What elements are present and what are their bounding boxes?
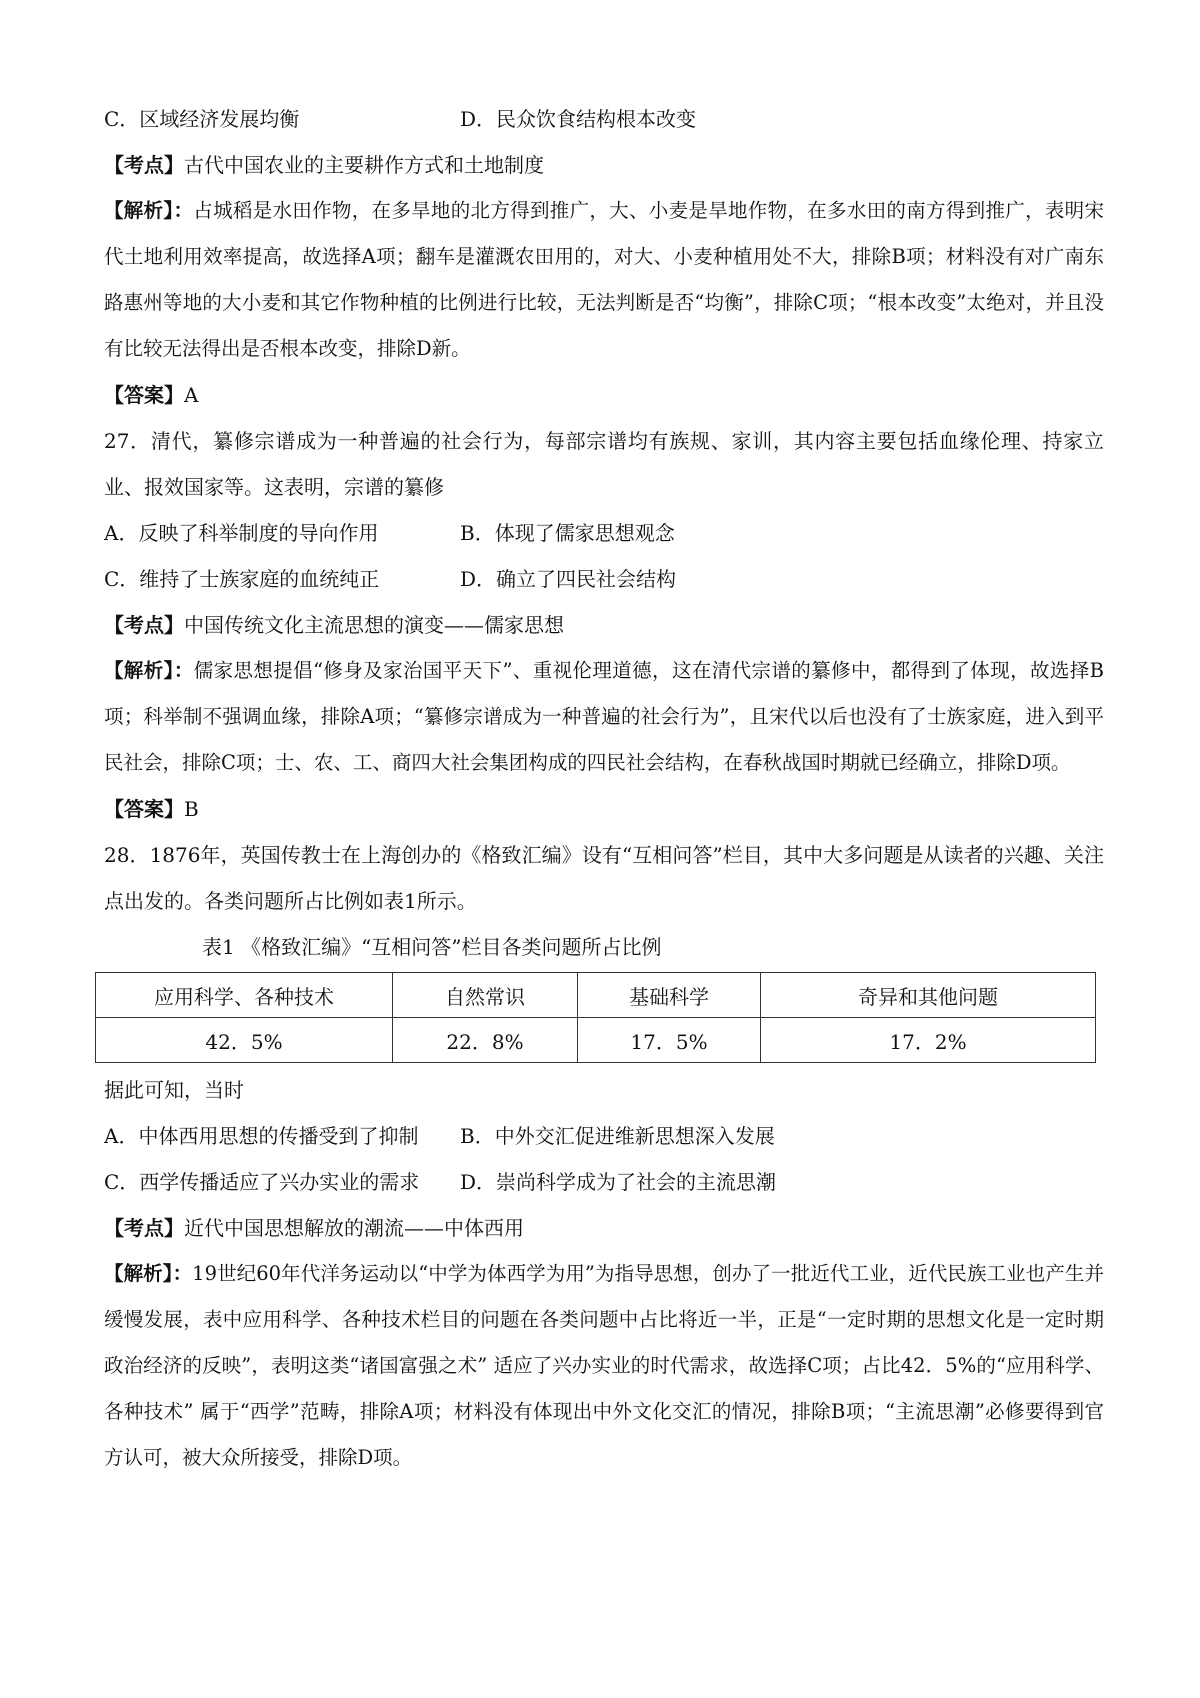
answer-tag: 【答案】	[104, 383, 184, 407]
q27-kaodian	[104, 602, 1104, 648]
jiexi-text: 儒家思想提倡“修身及家治国平天下”、重视伦理道德，这在清代宗谱的纂修中，都得到了体现，故选择B项；科举制不强调血缘，排除A项；“纂修宗谱成为一种普遍的社会行为”，且宋代以后也没有了士族家庭，进入到平民社会，排除C项；士、农、工、商四大社会集团构成的四民社会结构，在春秋战国时期就已经确立，排除D项。	[104, 659, 1104, 774]
answer-value: A	[184, 383, 199, 407]
table-cell: 17．5%	[578, 1018, 761, 1063]
jiexi-text: 19世纪60年代洋务运动以“中学为体西学为用”为指导思想，创办了一批近代工业，近代民族工业也产生并缓慢发展，表中应用科学、各种技术栏目的问题在各类问题中占比将近一半，正是“一定时期的思想文化是一定时期政治经济的反映”，表明这类“诸国富强之术” 适应了兴办实业的时代需求，故选择C项；占比42．5%的“应用科学、各种技术” 属于“西学”范畴，排除A项；材料没有体现出中外文化交汇的情况，排除B项；“主流思潮”必修要得到官方认可，被大众所接受，排除D项。	[104, 1262, 1104, 1469]
table-header-cell: 基础科学	[578, 973, 761, 1018]
kaodian-text: 近代中国思想解放的潮流——中体西用	[184, 1216, 524, 1240]
jiexi-tag: 【解析】：	[104, 199, 194, 222]
kaodian-tag: 【考点】	[104, 153, 184, 177]
q26-option-c: C．区域经济发展均衡	[104, 107, 300, 131]
q27-option-b: B．体现了儒家思想观念	[460, 521, 675, 545]
q27-answer	[104, 786, 1104, 832]
q28-option-d: D．崇尚科学成为了社会的主流思潮	[460, 1170, 777, 1194]
jiexi-tag: 【解析】：	[104, 659, 194, 682]
q26-kaodian	[104, 142, 1104, 188]
table-cell: 22．8%	[393, 1018, 578, 1063]
table-header-row	[96, 973, 1096, 1018]
table-header-cell: 应用科学、各种技术	[96, 973, 393, 1018]
table-header-cell: 自然常识	[393, 973, 578, 1018]
q28-lead: 据此可知，当时	[104, 1078, 244, 1102]
ratio-table	[95, 972, 1096, 1063]
q28-options-ab	[104, 1113, 1104, 1159]
q26-option-d: D．民众饮食结构根本改变	[460, 107, 697, 131]
q28-option-b: B．中外交汇促进维新思想深入发展	[460, 1124, 775, 1148]
q28-stem: 28．1876年，英国传教士在上海创办的《格致汇编》设有“互相问答”栏目，其中大多问题是从读者的兴趣、关注点出发的。各类问题所占比例如表1所示。	[104, 843, 1104, 913]
q26-options-cd	[104, 96, 1104, 142]
q28-kaodian	[104, 1205, 1104, 1251]
table-row	[96, 1018, 1096, 1063]
q28-options-cd	[104, 1159, 1104, 1205]
q27-options-cd	[104, 556, 1104, 602]
jiexi-tag: 【解析】：	[104, 1262, 193, 1285]
q28-option-a: A．中体西用思想的传播受到了抑制	[104, 1124, 419, 1148]
answer-value: B	[184, 797, 199, 821]
q28-option-c: C．西学传播适应了兴办实业的需求	[104, 1170, 420, 1194]
q27-option-c: C．维持了士族家庭的血统纯正	[104, 567, 380, 591]
table-cell: 42．5%	[96, 1018, 393, 1063]
q27-stem: 27．清代，纂修宗谱成为一种普遍的社会行为，每部宗谱均有族规、家训，其内容主要包括血缘伦理、持家立业、报效国家等。这表明，宗谱的纂修	[104, 429, 1104, 499]
table-cell: 17．2%	[761, 1018, 1096, 1063]
kaodian-text: 中国传统文化主流思想的演变——儒家思想	[184, 613, 564, 637]
q26-answer	[104, 372, 1104, 418]
q27-jiexi	[104, 648, 1104, 786]
table-header-cell: 奇异和其他问题	[761, 973, 1096, 1018]
kaodian-tag: 【考点】	[104, 613, 184, 637]
kaodian-text: 古代中国农业的主要耕作方式和土地制度	[184, 153, 544, 177]
table-caption: 表1 《格致汇编》“互相问答”栏目各类问题所占比例	[202, 935, 662, 959]
jiexi-text: 占城稻是水田作物，在多旱地的北方得到推广，大、小麦是旱地作物，在多水田的南方得到推广，表明宋代土地利用效率提高，故选择A项；翻车是灌溉农田用的，对大、小麦种植用处不大，排除B项；材料没有对广南东路惠州等地的大小麦和其它作物种植的比例进行比较，无法判断是否“均衡”，排除C项；“根本改变”太绝对，并且没有比较无法得出是否根本改变，排除D新。	[104, 199, 1104, 360]
q26-jiexi	[104, 188, 1104, 372]
kaodian-tag: 【考点】	[104, 1216, 184, 1240]
q27-option-a: A．反映了科举制度的导向作用	[104, 521, 379, 545]
exam-page	[104, 96, 1104, 1481]
q27-options-ab	[104, 510, 1104, 556]
q27-option-d: D．确立了四民社会结构	[460, 567, 677, 591]
q28-jiexi	[104, 1251, 1104, 1481]
answer-tag: 【答案】	[104, 797, 184, 821]
